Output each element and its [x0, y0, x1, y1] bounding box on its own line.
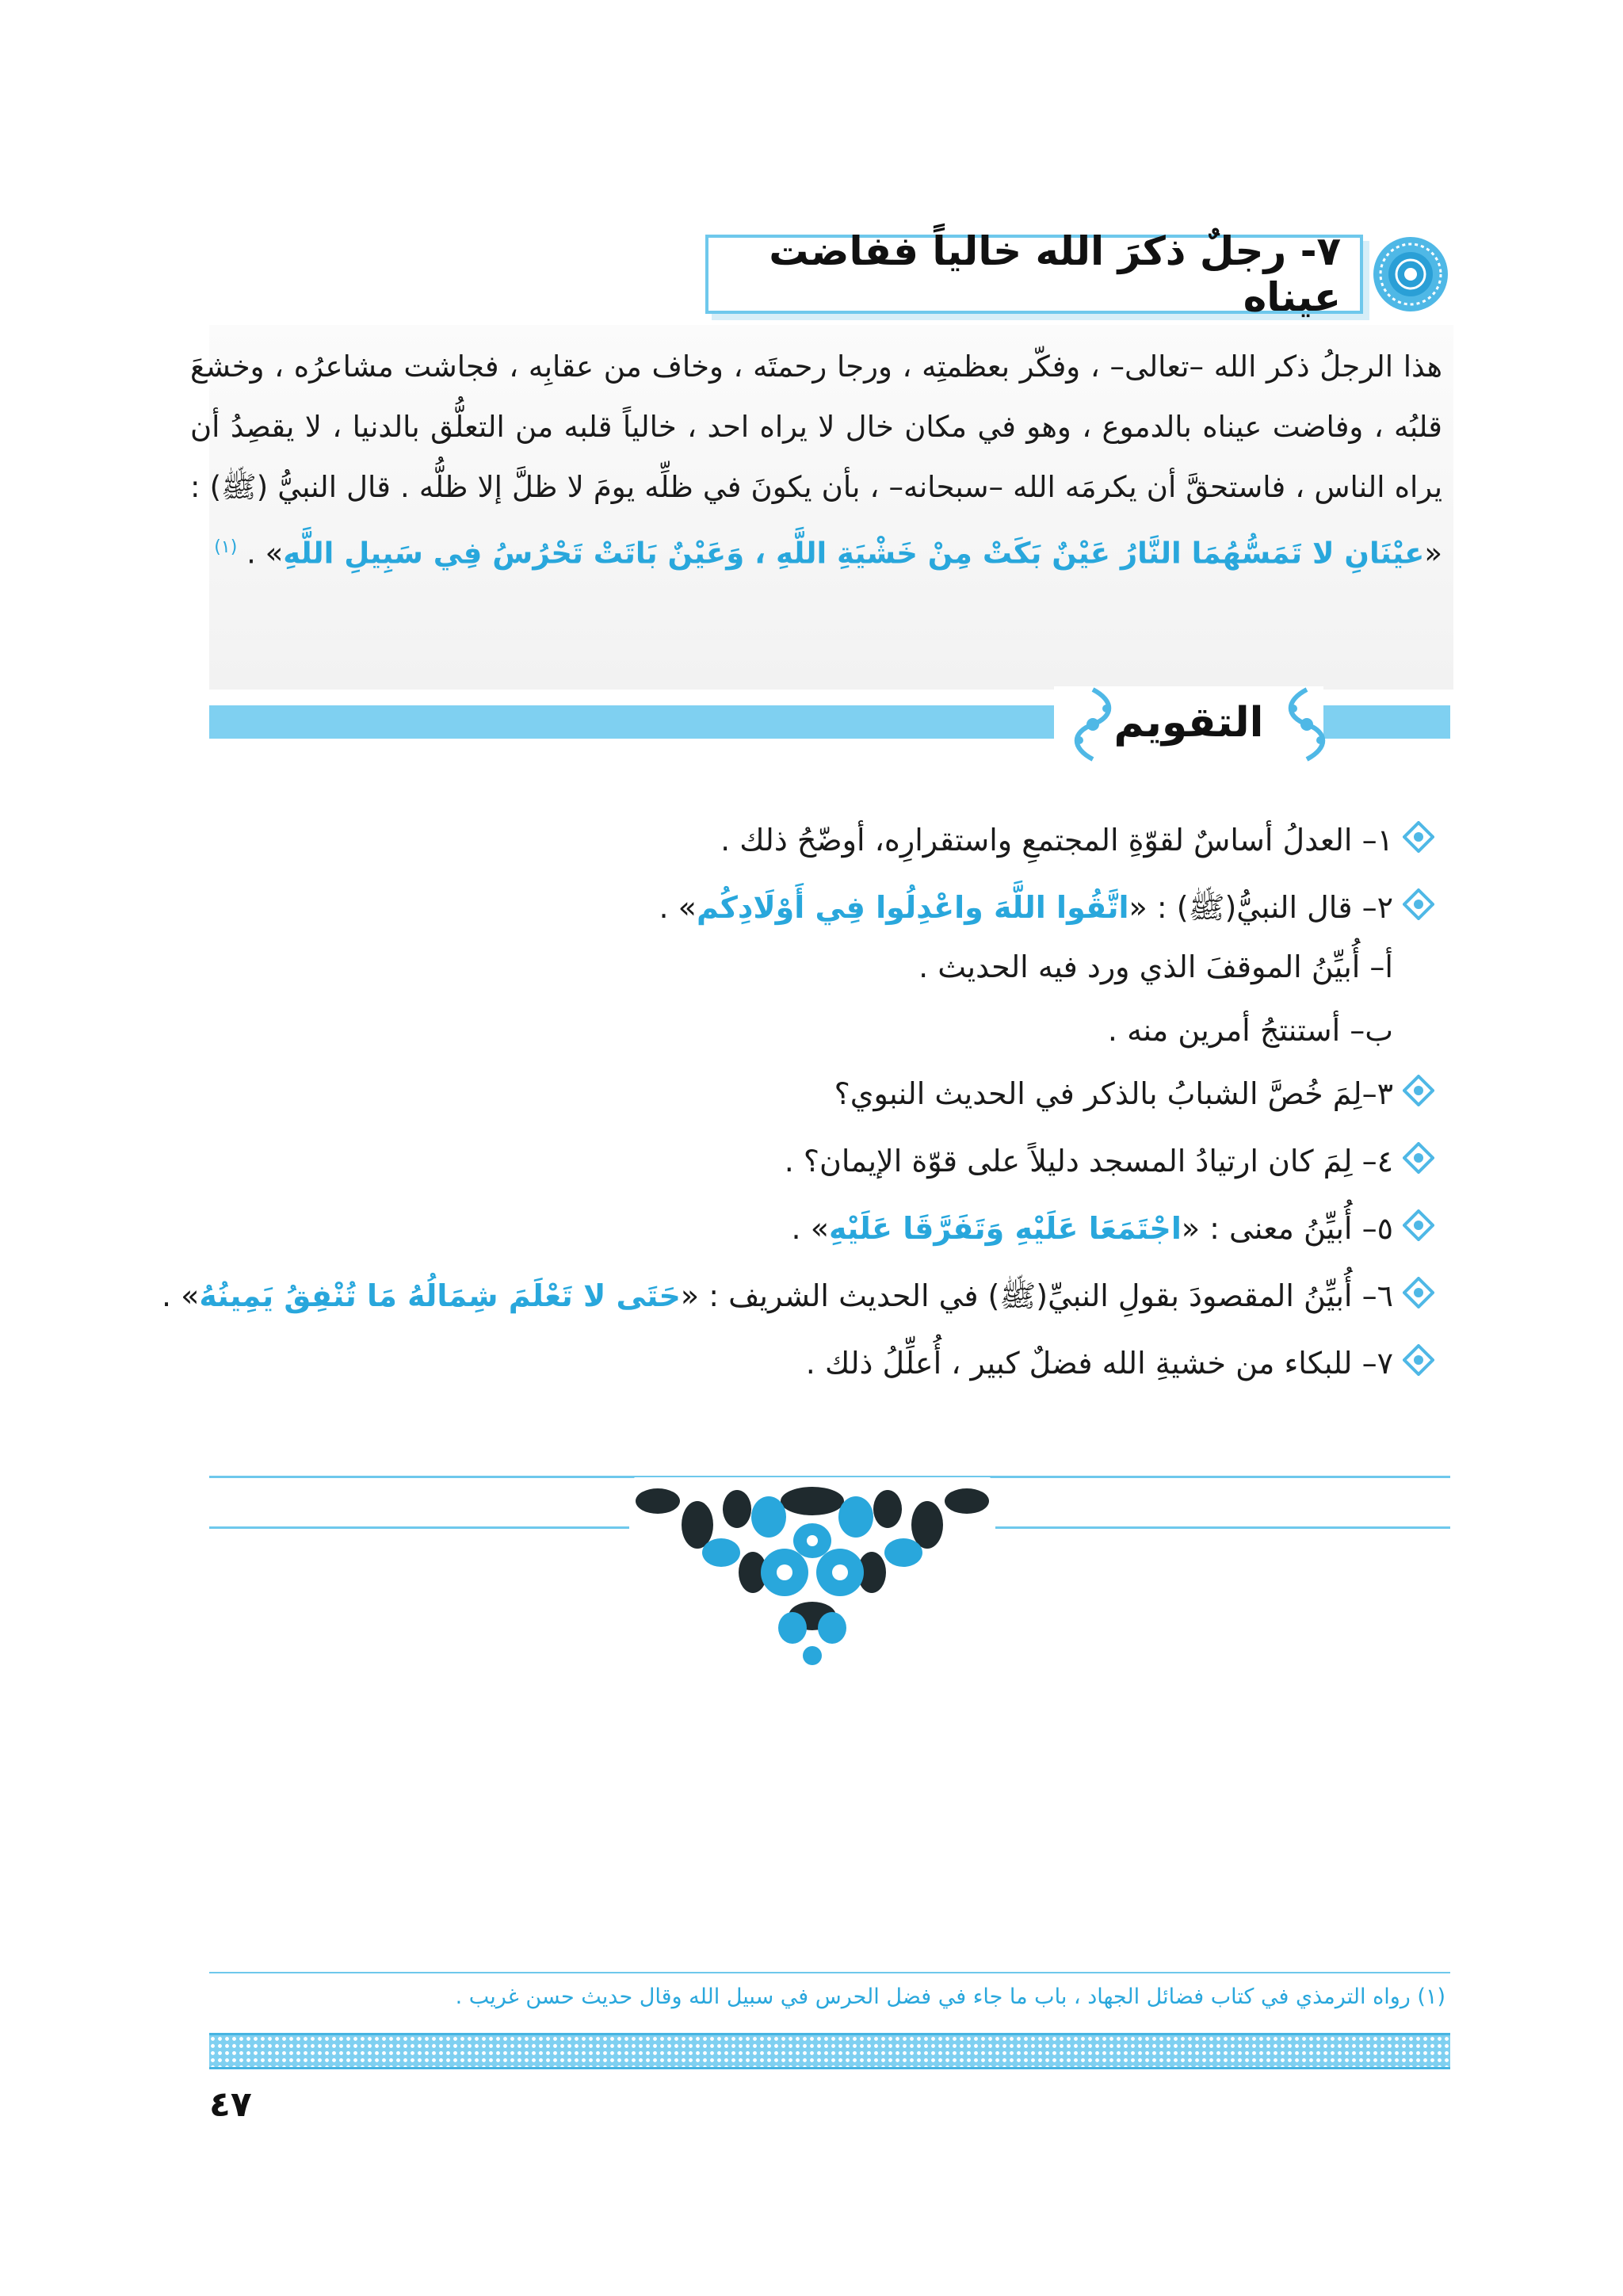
question-hadith: حَتَى لا تَعْلَمَ شِمَالُهُ مَا تُنْفِقُ يَمِينُهُ	[199, 1278, 681, 1313]
footnote-text: (١) رواه الترمذي في كتاب فضائل الجهاد ، باب ما جاء في فضل الحرس في سبيل الله وقال حديث حسن غريب .	[455, 1985, 1445, 2009]
diamond-bullet-icon	[1393, 1274, 1434, 1322]
question-hadith: اتَّقُوا اللَّهَ واعْدِلُوا فِي أَوْلَادِكُم	[696, 890, 1129, 925]
footnote-rule	[209, 1972, 1450, 1973]
question-end: » .	[659, 890, 697, 925]
footnote-mark: (١)	[214, 537, 238, 557]
question-text: ٦– أُبيِّنُ المقصودَ بقولِ النبيِّ(ﷺ) في الحديث الشريف : «	[680, 1278, 1393, 1313]
flourish-left-icon	[1064, 685, 1122, 764]
divider-line-right	[995, 1526, 1450, 1529]
diamond-bullet-icon	[1393, 886, 1434, 934]
question-2-sub-b: ب– أستنتجُ أمرين منه .	[1107, 1013, 1393, 1048]
question-end: » .	[161, 1278, 200, 1313]
page-number: ٤٧	[209, 2084, 252, 2125]
section-7-title: ٧- رجلٌ ذكرَ الله خالياً ففاضت عيناه	[769, 228, 1341, 320]
floral-ornament-icon	[634, 1477, 991, 1668]
question-1	[720, 816, 1434, 866]
flourish-right-icon	[1277, 685, 1336, 764]
question-3	[834, 1070, 1434, 1120]
dotted-footer-bar	[209, 2033, 1450, 2069]
question-6	[162, 1272, 1434, 1322]
question-2	[659, 884, 1434, 934]
evaluation-title: التقويم	[1113, 699, 1264, 747]
question-end: » .	[791, 1211, 829, 1246]
diamond-bullet-icon	[1393, 1140, 1434, 1187]
paragraph-end: » .	[246, 536, 284, 571]
divider-line-left	[209, 1526, 629, 1529]
diamond-bullet-icon	[1393, 1207, 1434, 1255]
question-5	[792, 1205, 1434, 1255]
question-text: ٥– أُبيِّنُ معنى : «	[1181, 1211, 1393, 1246]
question-2-sub-a: أ– أُبيِّنُ الموقفَ الذي ورد فيه الحديث .	[918, 949, 1393, 984]
question-text: ٣–لِمَ خُصَّ الشبابُ بالذكر في الحديث النبوي؟	[834, 1076, 1393, 1111]
hadith-quote: عيْنَانِ لا تَمَسُّهُمَا النَّارُ عَيْنٌ بَكَتْ مِنْ خَشْيَةِ اللَّهِ ، وَعَيْنٌ بَاتَتْ تَحْرُسُ فِي سَبِيلِ اللَّهِ	[283, 536, 1425, 571]
paragraph-text: هذا الرجلُ ذكر الله –تعالى– ، وفكّر بعظمتِه ، ورجا رحمتَه ، وخاف من عقابِه ، فجاشت مشاعرُه ، وخشعَ قلبُه ، وفاضت عيناه بالدموع ، وهو في مكان خال لا يراه احد ، خالياً قلبه من التعلُّق بالدنيا ، لا يقصِدُ أن يراه الناس ، فاستحقَّ أن يكرمَه الله –سبحانه– ، بأن يكونَ في ظلِّه يومَ لا ظلَّ إلا ظلُّه . قال النبيُّ (ﷺ) : «	[190, 350, 1442, 571]
diamond-bullet-icon	[1393, 1342, 1434, 1389]
question-text: ٢– قال النبيُّ(ﷺ) : «	[1128, 890, 1393, 925]
diamond-bullet-icon	[1393, 1072, 1434, 1120]
medallion-icon	[1371, 235, 1450, 314]
questions-list	[0, 816, 1434, 1403]
question-text: ١– العدلُ أساسٌ لقوّةِ المجتمعِ واستقرارِه، أوضّحُ ذلك .	[720, 823, 1393, 858]
question-text: ٧– للبكاء من خشيةِ الله فضلٌ كبير ، أُعلِّلُ ذلك .	[805, 1346, 1393, 1381]
question-7	[806, 1339, 1434, 1389]
section-7-heading	[705, 228, 1363, 320]
question-text: ٤– لِمَ كان ارتيادُ المسجد دليلاً على قوّة الإيمان؟ .	[784, 1144, 1393, 1179]
diamond-bullet-icon	[1393, 819, 1434, 866]
section-7-paragraph	[190, 337, 1442, 583]
question-hadith: اجْتَمَعَا عَلَيْهِ وَتَفَرَّقَا عَلَيْهِ	[828, 1211, 1182, 1246]
question-4	[785, 1137, 1434, 1187]
